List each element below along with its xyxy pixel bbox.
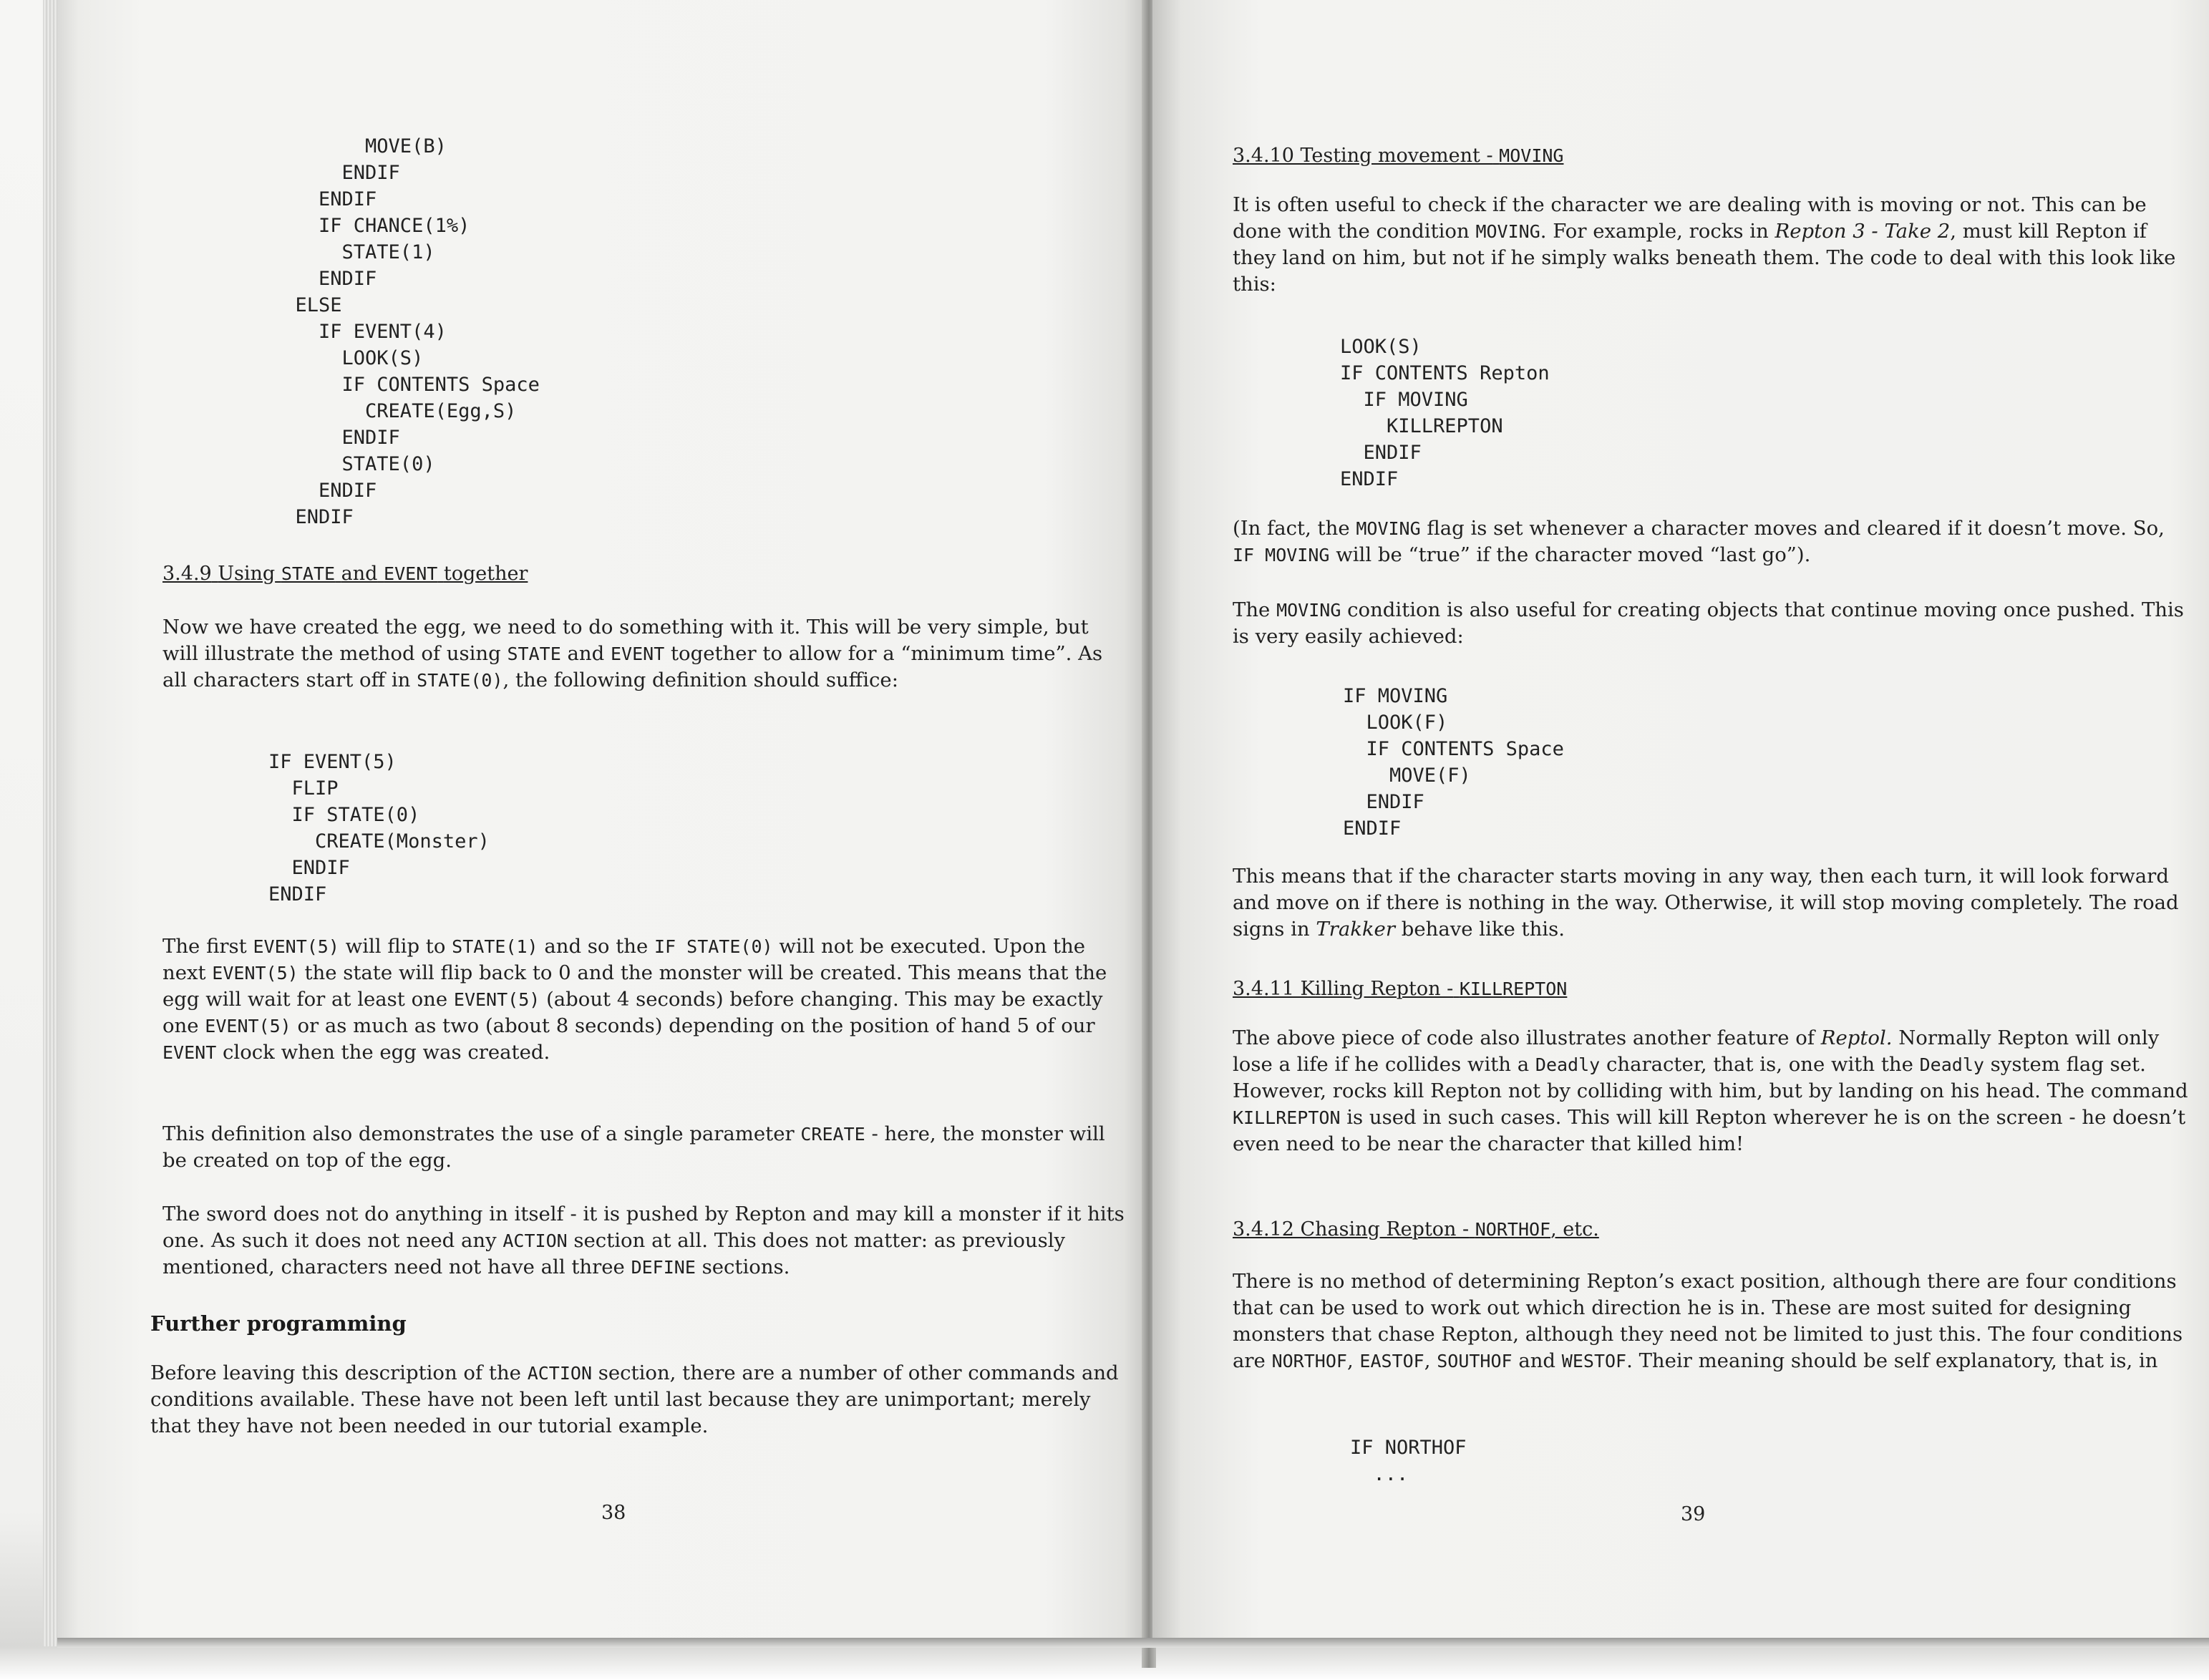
paragraph-killrepton: The above piece of code also illustrates another feature of Reptol. Normally Repton will only lose a life if he collides with a Deadly character, that is, one with the Deadly system flag set. However, rocks kill Repton not by colliding with him, but by landing on his head. The command KILLREPTON is used in such cases. This will kill Repton wherever he is on the screen - he doesn’t even need to be near the character that killed him! — [1233, 1026, 2188, 1155]
paragraph-event5-explanation: The first EVENT(5) will flip to STATE(1) and so the IF STATE(0) will not be executed. Upon the next EVENT(5) the state will flip back to 0 and the monster will be created. This means that the egg will wait for at least one EVENT(5) (about 4 seconds) before changing. This may be exactly one EVENT(5) or as much as two (about 8 seconds) depending on the position of hand 5 of our EVENT clock when the egg was created. — [162, 935, 1107, 1064]
heading-further-programming: Further programming — [150, 1311, 407, 1336]
section-heading-3-4-10: 3.4.10 Testing movement - MOVING — [1233, 145, 1564, 167]
code-block-northof: IF NORTHOF ... — [1350, 1437, 1467, 1485]
paragraph-road-signs: This means that if the character starts moving in any way, then each turn, it will look forward and move on if there is nothing in the way. Otherwise, it will stop moving completely. The road signs in Trakker behave like this. — [1233, 865, 2179, 941]
paragraph-create-parameter: This definition also demonstrates the use of a single parameter CREATE - here, the monster will be created on top of the egg. — [162, 1122, 1105, 1172]
code-block-killrepton: LOOK(S) IF CONTENTS Repton IF MOVING KILLREPTON ENDIF ENDIF — [1340, 336, 1550, 490]
code-block-egg-action: MOVE(B) ENDIF ENDIF IF CHANCE(1%) STATE(1) ENDIF ELSE IF EVENT(4) LOOK(S) IF CONTENTS Space CREATE(Egg,S) ENDIF STATE(0) ENDIF ENDIF — [295, 135, 540, 528]
paragraph-sword: The sword does not do anything in itself - it is pushed by Repton and may kill a monster if it hits one. As such it does not need any ACTION section at all. This does not matter: as previously mentioned, characters need not have all three DEFINE sections. — [162, 1203, 1125, 1278]
section-heading-3-4-11: 3.4.11 Killing Repton - KILLREPTON — [1233, 978, 1568, 1000]
code-block-event5: IF EVENT(5) FLIP IF STATE(0) CREATE(Monster) ENDIF ENDIF — [268, 751, 490, 905]
page-number-left: 38 — [601, 1502, 626, 1524]
paragraph-egg-intro: Now we have created the egg, we need to do something with it. This will be very simple, but will illustrate the method of using STATE and EVENT together to allow for a “minimum time”. As all characters start off in STATE(0), the following definition should suffice: — [162, 616, 1103, 691]
section-heading-3-4-12: 3.4.12 Chasing Repton - NORTHOF, etc. — [1233, 1218, 1599, 1240]
paragraph-moving-intro: It is often useful to check if the character we are dealing with is moving or not. This can be done with the condition MOVING. For example, rocks in Repton 3 - Take 2, must kill Repton if they land on him, but not if he simply walks beneath them. The code to deal with this look like this: — [1233, 193, 2176, 296]
paragraph-further-programming: Before leaving this description of the ACTION section, there are a number of other commands and conditions available. These have not been left until last because they are unimportant; merely that they have not been needed in our tutorial example. — [150, 1361, 1119, 1437]
page-number-right: 39 — [1681, 1503, 1706, 1525]
section-heading-3-4-9: 3.4.9 Using STATE and EVENT together — [162, 563, 528, 585]
paragraph-moving-flag: (In fact, the MOVING flag is set whenever a character moves and cleared if it doesn’t move. So, IF MOVING will be “true” if the character moved “last go”). — [1233, 517, 2165, 566]
left-page — [57, 0, 1145, 1639]
code-block-move-forward: IF MOVING LOOK(F) IF CONTENTS Space MOVE(F) ENDIF ENDIF — [1343, 685, 1564, 840]
page-bottom-edge — [57, 1638, 2209, 1648]
paragraph-chasing-repton: There is no method of determining Repton’s exact position, although there are four conditions that can be used to work out which direction he is in. These are most suited for designing monsters that chase Repton, although they need not be limited to just this. The four conditions are NORTHOF, EASTOF, SOUTHOF and WESTOF. Their meaning should be self explanatory, that is, in — [1233, 1270, 2183, 1372]
right-page — [1152, 0, 2209, 1639]
paragraph-moving-objects: The MOVING condition is also useful for creating objects that continue moving once pushed. This is very easily achieved: — [1233, 598, 2184, 648]
